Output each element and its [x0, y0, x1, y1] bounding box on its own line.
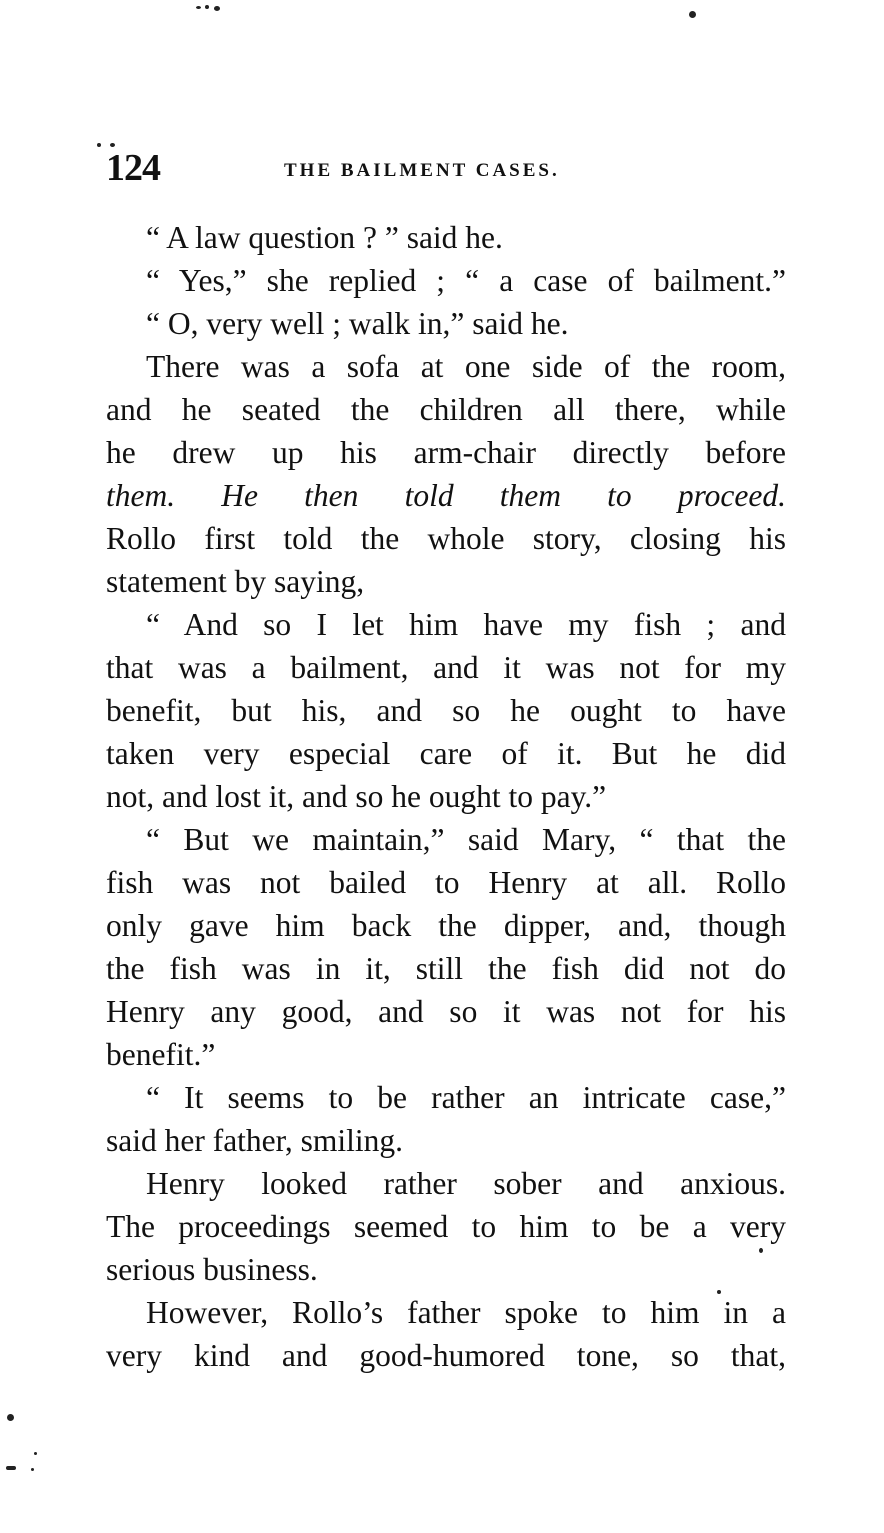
- page-header: [106, 146, 786, 189]
- text-line: very kind and good-humored tone, so that,: [106, 1338, 786, 1373]
- ink-speck: [205, 5, 209, 9]
- paragraph: [106, 1162, 786, 1291]
- ink-speck: [34, 1452, 37, 1455]
- paragraph: [106, 603, 786, 818]
- text-line: “ And so I let him have my fish ; and: [146, 607, 786, 642]
- ink-speck: [214, 6, 220, 11]
- ink-speck: [196, 6, 201, 9]
- text-line: statement by saying,: [106, 564, 365, 599]
- text-line: not, and lost it, and so he ought to pay.”: [106, 779, 607, 814]
- ink-speck: [6, 1466, 16, 1470]
- text-line: that was a bailment, and it was not for my: [106, 650, 786, 685]
- text-line: fish was not bailed to Henry at all. Rollo: [106, 865, 786, 900]
- paragraph: [106, 818, 786, 1076]
- text-line: taken very especial care of it. But he did: [106, 736, 786, 771]
- text-line: “ It seems to be rather an intricate case,”: [146, 1080, 786, 1115]
- text-line: only gave him back the dipper, and, though: [106, 908, 786, 943]
- text-line: serious business.: [106, 1252, 318, 1287]
- text-line: However, Rollo’s father spoke to him in a: [146, 1295, 786, 1330]
- text-line: the fish was in it, still the fish did not do: [106, 951, 786, 986]
- ink-speck: [31, 1468, 34, 1471]
- text-line: There was a sofa at one side of the room,: [146, 349, 786, 384]
- ink-speck: [97, 143, 101, 147]
- ink-speck: [7, 1414, 14, 1421]
- text-line: “ O, very well ; walk in,” said he.: [146, 306, 569, 341]
- text-line: “ But we maintain,” said Mary, “ that the: [146, 822, 786, 857]
- text-line: he drew up his arm-chair directly before: [106, 435, 786, 470]
- text-line: Henry any good, and so it was not for his: [106, 994, 786, 1029]
- paragraph: [106, 259, 786, 302]
- paragraph: [106, 302, 786, 345]
- paragraph: [106, 1291, 786, 1377]
- text-line: Henry looked rather sober and anxious.: [146, 1166, 786, 1201]
- text-line: and he seated the children all there, while: [106, 392, 786, 427]
- text-line: Rollo first told the whole story, closing his: [106, 521, 786, 556]
- page-number: 124: [106, 147, 160, 189]
- text-line: “ Yes,” she replied ; “ a case of bailment.”: [146, 263, 786, 298]
- ink-speck: [689, 11, 696, 18]
- text-line: benefit.”: [106, 1037, 216, 1072]
- text-line: The proceedings seemed to him to be a very: [106, 1209, 786, 1244]
- running-head: THE BAILMENT CASES.: [284, 160, 560, 181]
- text-line: benefit, but his, and so he ought to have: [106, 693, 786, 728]
- paragraph: [106, 345, 786, 603]
- text-line: them. He then told them to proceed.: [106, 478, 786, 513]
- text-line: said her father, smiling.: [106, 1123, 404, 1158]
- paragraph: [106, 216, 786, 259]
- paragraph: [106, 1076, 786, 1162]
- text-line: “ A law question ? ” said he.: [146, 220, 503, 255]
- body-text: [106, 216, 786, 1377]
